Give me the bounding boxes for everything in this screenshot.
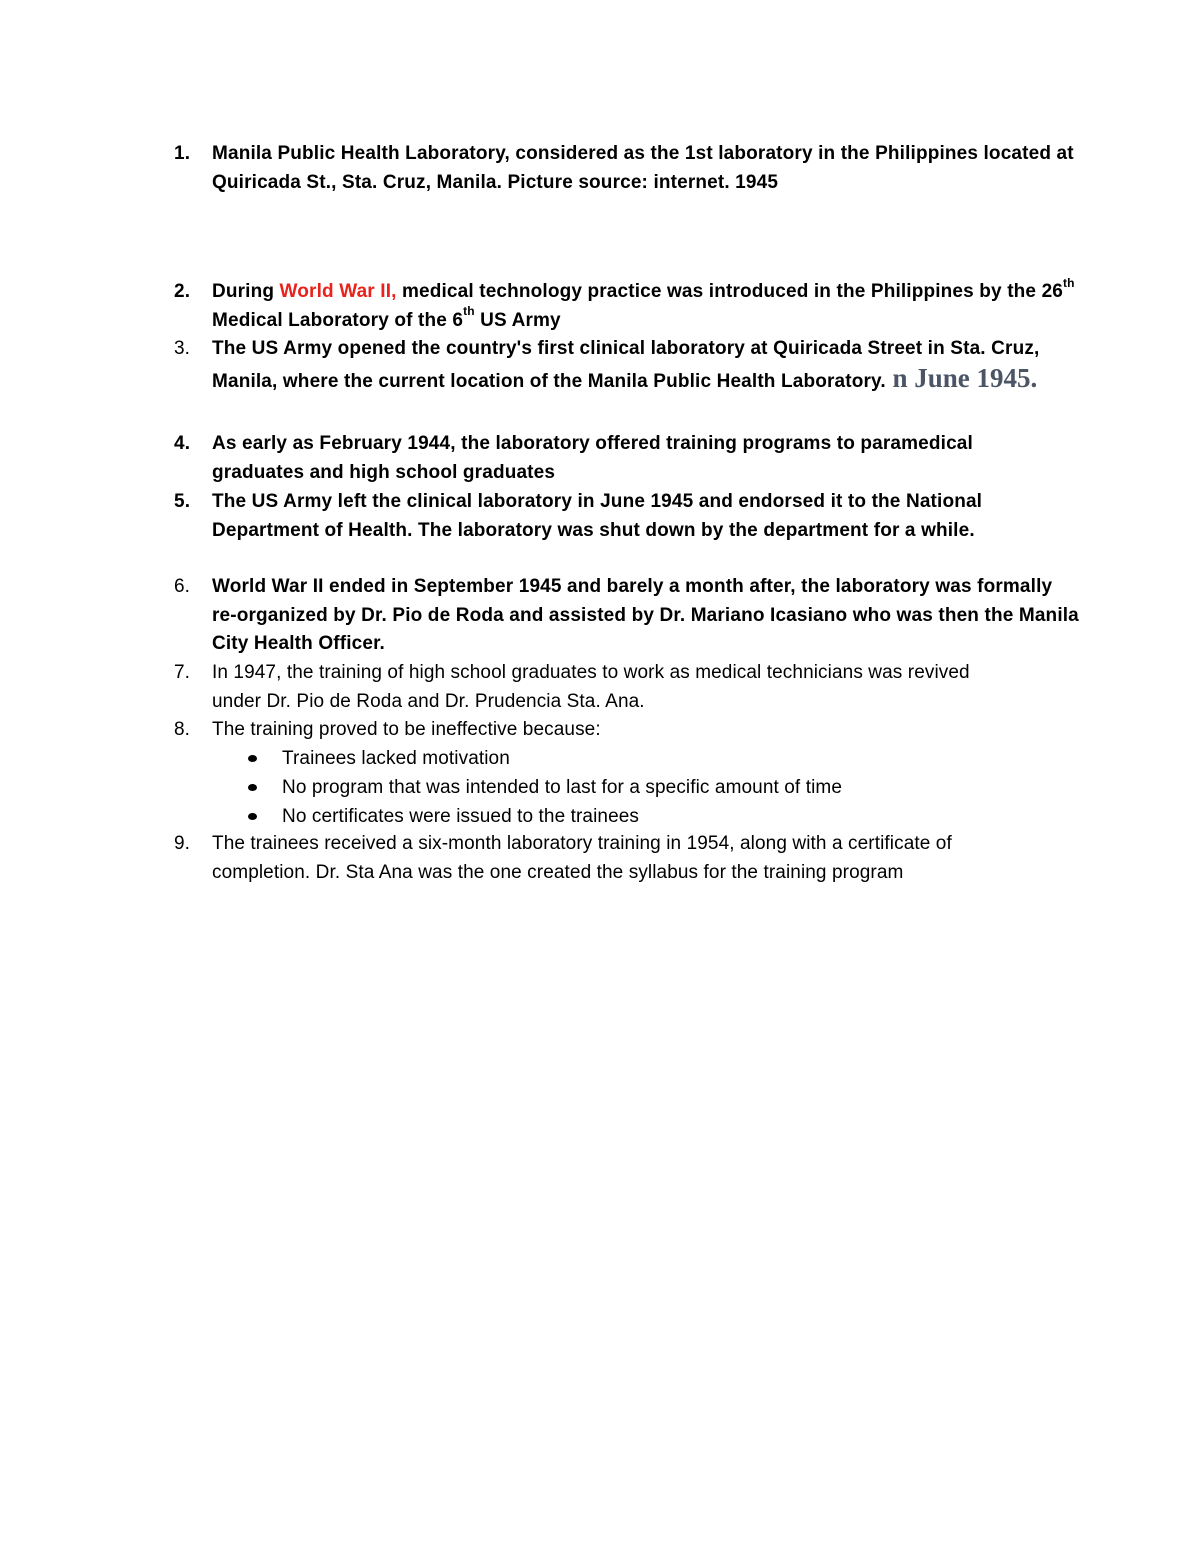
bullet-dot-icon — [248, 813, 257, 820]
text-run: US Army — [474, 309, 561, 331]
list-number: 7. — [174, 662, 191, 683]
list-number: 2. — [174, 281, 191, 302]
list-number: 1. — [174, 143, 191, 164]
list-number: 9. — [174, 833, 191, 854]
list-text: World War II ended in September 1945 and barely a month after, the laboratory was formally re-organized by Dr. Pio de Roda and assisted by Dr. Mariano Icasiano who was then the Manila City Health Officer. — [212, 576, 1079, 655]
bullet-text: Trainees lacked motivation — [282, 748, 510, 769]
text-run: Medical Laboratory of the 6 — [212, 309, 464, 331]
list-text: The training proved to be ineffective because: — [212, 719, 601, 740]
list-text: The trainees received a six-month laboratory training in 1954, along with a certificate of completion. Dr. Sta Ana was the one created the syllabus for the training program — [212, 833, 952, 883]
bullet-text: No certificates were issued to the trainees — [282, 806, 640, 827]
list-number: 6. — [174, 576, 191, 597]
list-number: 8. — [174, 719, 191, 740]
list-text — [212, 335, 1092, 396]
list-text: In 1947, the training of high school graduates to work as medical technicians was revived under Dr. Pio de Roda and Dr. Prudencia Sta. Ana. — [212, 662, 970, 712]
text-run: The US Army opened the country's first clinical laboratory at Quiricada Street in Sta. Cruz, Manila, where the current location of the Manila Public Health Laboratory. — [212, 338, 1040, 392]
text-run: medical technology practice was introduced in the Philippines by the 26 — [396, 281, 1064, 302]
list-number: 5. — [174, 491, 191, 512]
list-text — [212, 275, 1112, 335]
highlight-world-war: World War II, — [279, 281, 397, 302]
superscript-th: th — [463, 304, 475, 319]
list-text: As early as February 1944, the laboratory offered training programs to paramedical graduates and high school graduates — [212, 433, 973, 483]
bullet-item — [0, 744, 1200, 773]
june-1945-fragment: n June 1945. — [885, 362, 1038, 393]
bullet-list — [0, 744, 1200, 831]
bullet-item — [0, 773, 1200, 802]
bullet-dot-icon — [248, 784, 257, 791]
text-run: During — [212, 281, 280, 302]
list-number: 4. — [174, 433, 191, 454]
superscript-th: th — [1063, 275, 1075, 290]
list-text: Manila Public Health Laboratory, considered as the 1st laboratory in the Philippines located at Quiricada St., Sta. Cruz, Manila. Picture source: internet. 1945 — [212, 143, 1074, 193]
bullet-item — [0, 802, 1200, 831]
list-number: 3. — [174, 338, 191, 359]
bullet-dot-icon — [248, 755, 257, 762]
list-text: The US Army left the clinical laboratory in June 1945 and endorsed it to the National Department of Health. The laboratory was shut down by the department for a while. — [212, 491, 983, 541]
bullet-text: No program that was intended to last for a specific amount of time — [282, 777, 842, 798]
